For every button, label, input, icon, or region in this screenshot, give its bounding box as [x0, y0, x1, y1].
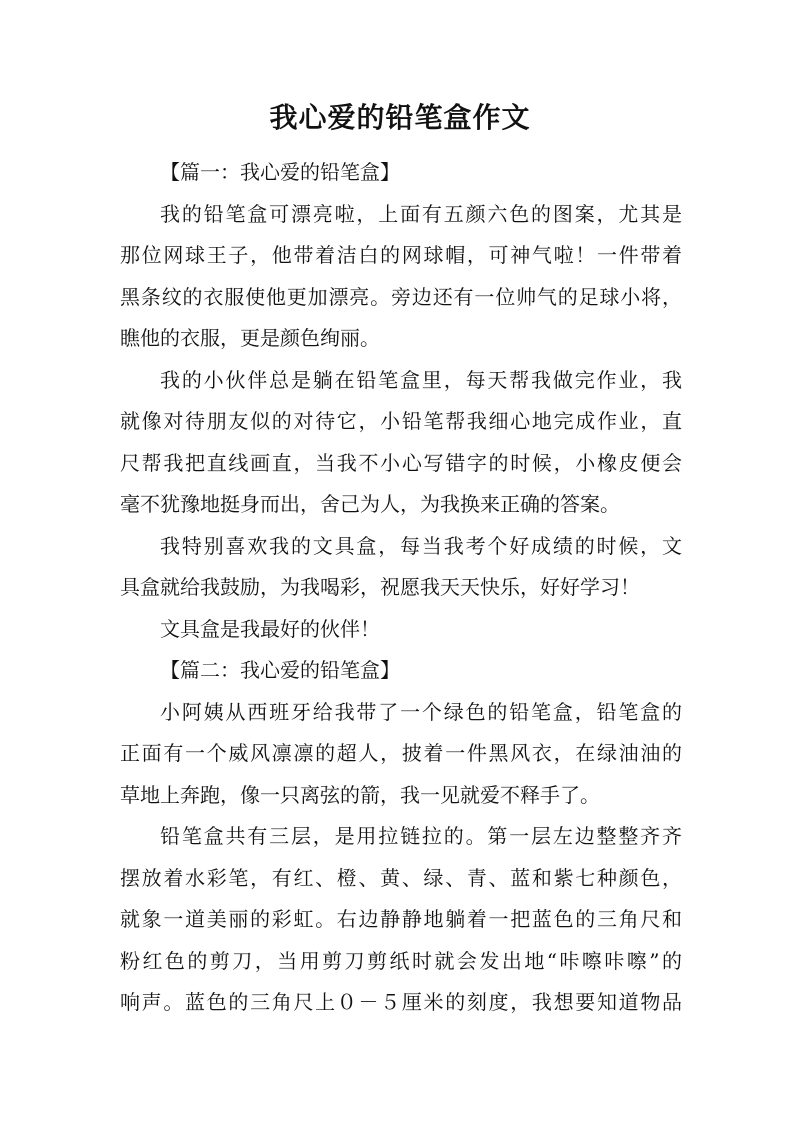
document-body: [120, 152, 682, 1024]
paragraph-line: 我的小伙伴总是躺在铅笔盒里，每天帮我做完作业，我: [160, 367, 682, 392]
paragraph-line: 小阿姨从西班牙给我带了一个绿色的铅笔盒，铅笔盒的: [160, 699, 682, 724]
paragraph-line: 黑条纹的衣服使他更加漂亮。旁边还有一位帅气的足球小将，: [120, 284, 682, 309]
paragraph-line: 文具盒是我最好的伙伴！: [160, 616, 380, 641]
section-heading-1: 【篇一：我心爱的铅笔盒】: [160, 160, 400, 184]
paragraph-line: 具盒就给我鼓励，为我喝彩，祝愿我天天快乐，好好学习！: [120, 575, 640, 599]
paragraph-line: 尺帮我把直线画直，当我不小心写错字的时候，小橡皮便会: [120, 450, 682, 475]
paragraph-line: 铅笔盒共有三层，是用拉链拉的。第一层左边整整齐齐: [160, 824, 682, 848]
paragraph-line: 正面有一个威风凛凛的超人，披着一件黑风衣，在绿油油的: [120, 741, 682, 765]
paragraph-line: 摆放着水彩笔，有红、橙、黄、绿、青、蓝和紫七种颜色，: [120, 865, 682, 890]
paragraph-line: 就象一道美丽的彩虹。右边静静地躺着一把蓝色的三角尺和: [120, 907, 682, 931]
paragraph-line: 就像对待朋友似的对待它，小铅笔帮我细心地完成作业，直: [120, 409, 682, 433]
paragraph-line: 草地上奔跑，像一只离弦的箭，我一见就爱不释手了。: [120, 782, 600, 807]
paragraph-line: 毫不犹豫地挺身而出，舍己为人，为我换来正确的答案。: [120, 492, 620, 516]
section-heading-2: 【篇二：我心爱的铅笔盒】: [160, 658, 400, 682]
paragraph-line: 瞧他的衣服，更是颜色绚丽。: [120, 326, 380, 350]
paragraph-line: 我特别喜欢我的文具盒，每当我考个好成绩的时候，文: [160, 533, 682, 558]
paragraph-line: 响声。蓝色的三角尺上０－５厘米的刻度，我想要知道物品: [120, 990, 682, 1014]
document-title: 我心爱的铅笔盒作文: [269, 101, 531, 134]
paragraph-line: 那位网球王子，他带着洁白的网球帽，可神气啦！一件带着: [120, 243, 682, 267]
paragraph-line: 粉红色的剪刀，当用剪刀剪纸时就会发出地“咔嚓咔嚓”的: [120, 948, 682, 973]
paragraph-line: 我的铅笔盒可漂亮啦，上面有五颜六色的图案，尤其是: [160, 201, 682, 226]
